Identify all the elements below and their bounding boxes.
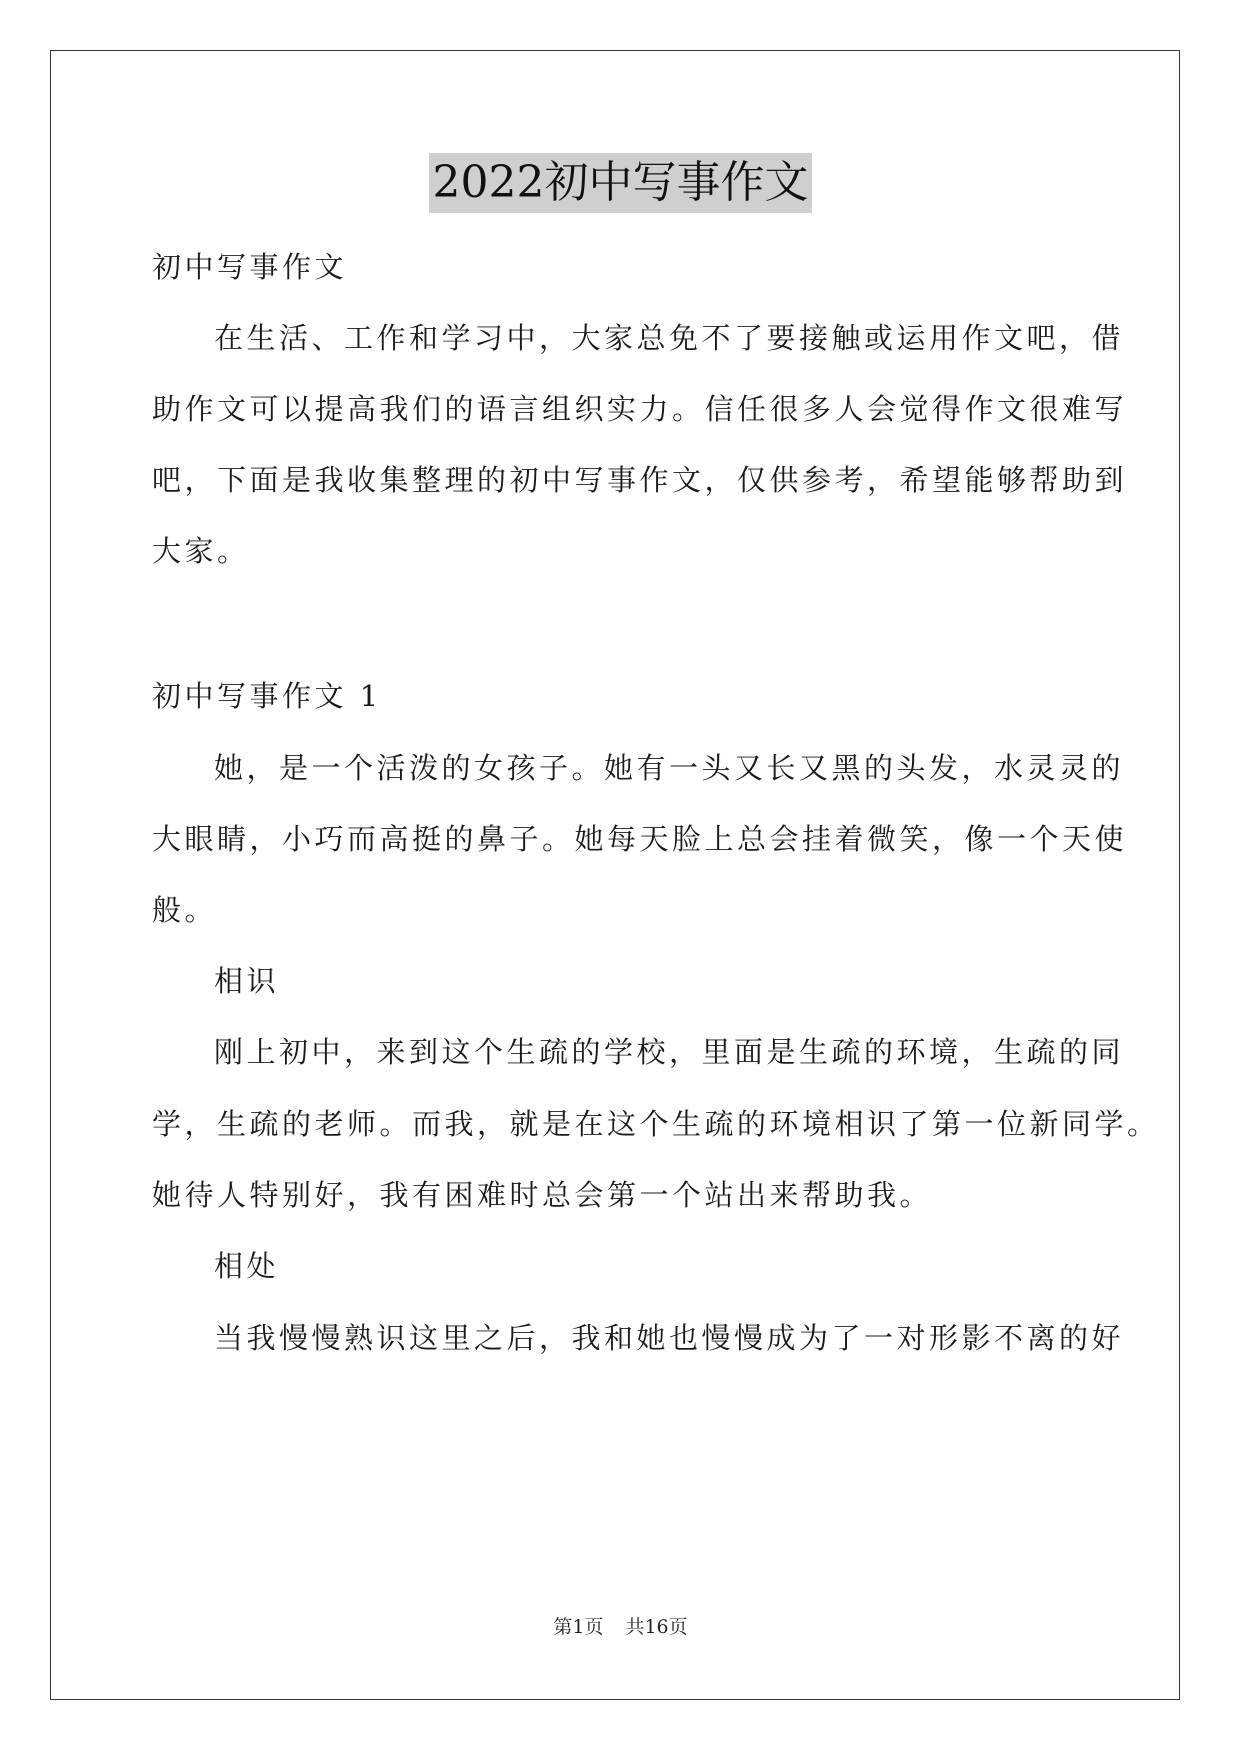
paragraph-line: 她待人特别好，我有困难时总会第一个站出来帮助我。 xyxy=(152,1178,933,1212)
paragraph-line: 大家。 xyxy=(152,534,250,568)
page-total: 共16页 xyxy=(625,1616,688,1638)
section-heading: 初中写事作文 xyxy=(152,250,348,284)
paragraph-line: 助作文可以提高我们的语言组织实力。信任很多人会觉得作文很难写 xyxy=(152,392,1128,426)
page-frame xyxy=(50,50,1180,1700)
paragraph-line: 吧，下面是我收集整理的初中写事作文，仅供参考，希望能够帮助到 xyxy=(152,463,1128,497)
paragraph-line: 刚上初中，来到这个生疏的学校，里面是生疏的环境，生疏的同 xyxy=(214,1035,1125,1069)
subheading: 相识 xyxy=(214,964,280,998)
section-heading: 初中写事作文 1 xyxy=(152,679,382,713)
page-footer xyxy=(0,1615,1241,1639)
subheading: 相处 xyxy=(214,1249,280,1283)
paragraph-line: 大眼睛，小巧而高挺的鼻子。她每天脸上总会挂着微笑，像一个天使 xyxy=(152,822,1128,856)
paragraph-line: 当我慢慢熟识这里之后，我和她也慢慢成为了一对形影不离的好 xyxy=(214,1321,1125,1355)
title-container xyxy=(0,153,1241,213)
paragraph-line: 她，是一个活泼的女孩子。她有一头又长又黑的头发，水灵灵的 xyxy=(214,751,1125,785)
paragraph-line: 学，生疏的老师。而我，就是在这个生疏的环境相识了第一位新同学。 xyxy=(152,1107,1160,1141)
paragraph-line: 在生活、工作和学习中，大家总免不了要接触或运用作文吧，借 xyxy=(214,321,1125,355)
document-title: 2022初中写事作文 xyxy=(429,153,813,213)
paragraph-line: 般。 xyxy=(152,893,218,927)
page-number: 第1页 xyxy=(553,1616,604,1638)
